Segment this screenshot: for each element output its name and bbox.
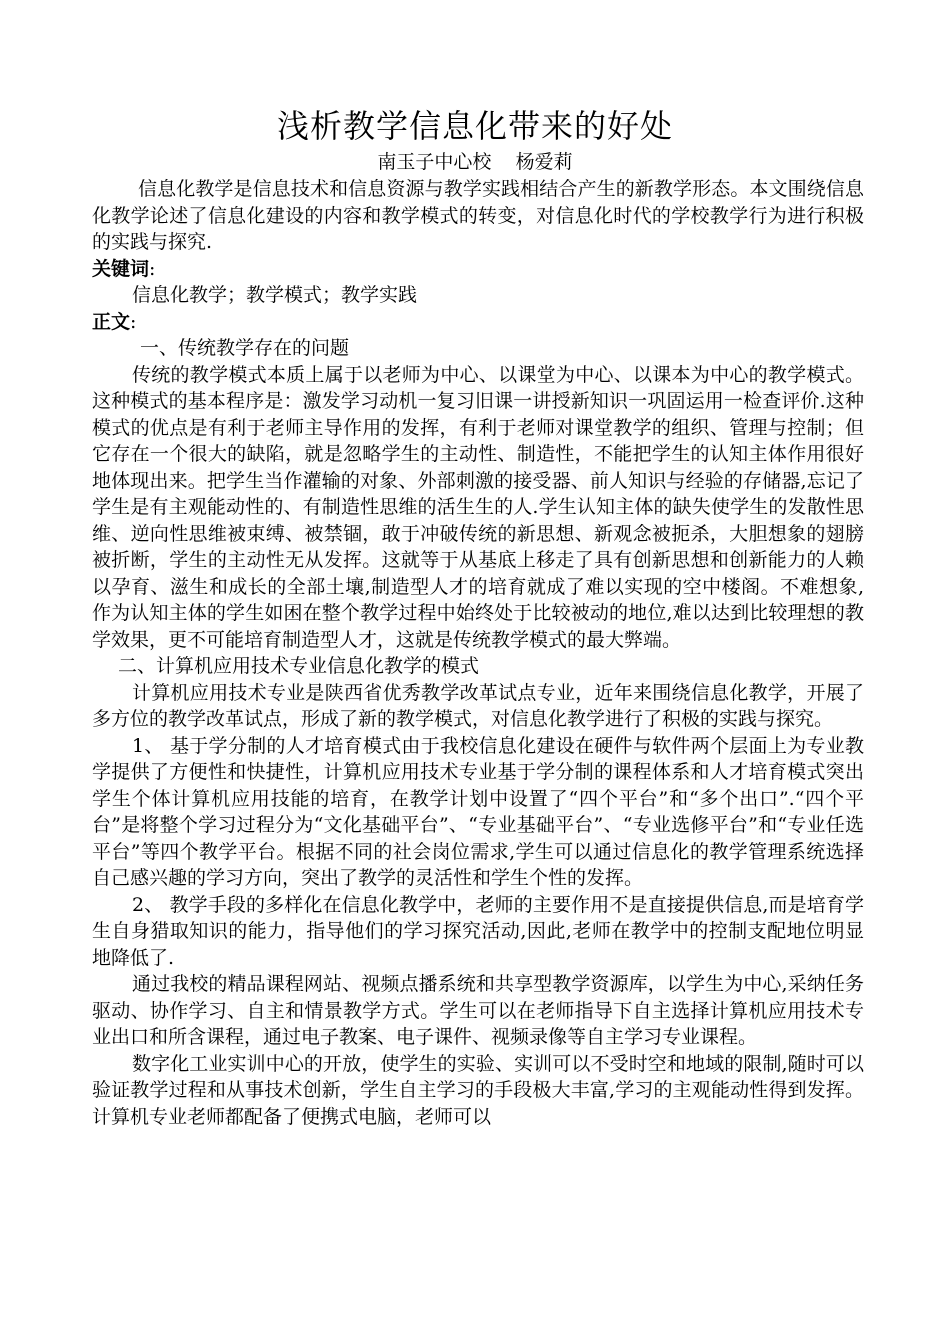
paragraph-3: 通过我校的精品课程网站、视频点播系统和共享型教学资源库，以学生为中心,采纳任务驱动、协作学习、自主和情景教学方式。学生可以在老师指导下自主选择计算机应用技术专业出口和所含课程，通过电子教案、电子课件、视频录像等自主学习专业课程。 [92, 973, 864, 1048]
document-title: 浅析教学信息化带来的好处 [276, 107, 673, 145]
author-byline: 南玉子中心校 杨爱莉 [377, 151, 573, 173]
keywords-list: 信息化教学；教学模式；教学实践 [132, 284, 418, 306]
body-heading [92, 309, 864, 336]
section-1-heading: 一、传统教学存在的问题 [140, 337, 350, 359]
keywords-colon: : [149, 257, 156, 280]
body-label: 正文 [92, 310, 131, 333]
section-1-paragraph: 传统的教学模式本质上属于以老师为中心、以课堂为中心、以课本为中心的教学模式。这种模式的基本程序是：激发学习动机一复习旧课一讲授新知识一巩固运用一检查评价.这种模式的优点是有利于老师主导作用的发挥，有利于老师对课堂教学的组织、管理与控制；但它存在一个很大的缺陷，就是忽略学生的主动性、制造性，不能把学生的认知主体作用很好地体现出来。把学生当作灌输的对象、外部刺激的接受器、前人知识与经验的存储器,忘记了学生是有主观能动性的、有制造性思维的活生生的人.学生认知主体的缺失使学生的发散性思维、逆向性思维被束缚、被禁锢，敢于冲破传统的新思想、新观念被扼杀，大胆想象的翅膀被折断，学生的主动性无从发挥。这就等于从基底上移走了具有创新思想和创新能力的人赖以孕育、滋生和成长的全部土壤,制造型人才的培育就成了难以实现的空中楼阁。不难想象,作为认知主体的学生如困在整个教学过程中始终处于比较被动的地位,难以达到比较理想的教学效果，更不可能培育制造型人才，这就是传统教学模式的最大弊端。 [92, 363, 864, 651]
item-1-paragraph: 1、 基于学分制的人才培育模式由于我校信息化建设在硬件与软件两个层面上为专业教学提供了方便性和快捷性，计算机应用技术专业基于学分制的课程体系和人才培育模式突出学生个体计算机应用技能的培育，在教学计划中设置了“四个平台”和“多个出口”.“四个平台”是将整个学习过程分为“文化基础平台”、“专业基础平台”、“专业选修平台”和“专业任选平台”等四个教学平台。根据不同的社会岗位需求,学生可以通过信息化的教学管理系统选择自己感兴趣的学习方向，突出了教学的灵活性和学生个性的发挥。 [92, 734, 864, 889]
document-body [92, 176, 864, 1130]
section-2-paragraph: 计算机应用技术专业是陕西省优秀教学改革试点专业，近年来围绕信息化教学，开展了多方位的教学改革试点，形成了新的教学模式，对信息化教学进行了积极的实践与探究。 [92, 681, 864, 730]
item-2-paragraph: 2、 教学手段的多样化在信息化教学中，老师的主要作用不是直接提供信息,而是培育学生自身猎取知识的能力，指导他们的学习探究活动,因此,老师在教学中的控制支配地位明显地降低了. [92, 893, 864, 969]
keywords-label: 关键词 [92, 257, 150, 280]
paragraph-4: 数字化工业实训中心的开放，使学生的实验、实训可以不受时空和地域的限制,随时可以验证教学过程和从事技术创新，学生自主学习的手段极大丰富,学习的主观能动性得到发挥。计算机专业老师都配备了便携式电脑，老师可以 [92, 1052, 864, 1128]
section-2-heading: 二、计算机应用技术专业信息化教学的模式 [118, 655, 480, 677]
abstract-paragraph: 信息化教学是信息技术和信息资源与教学实践相结合产生的新教学形态。本文围绕信息化教学论述了信息化建设的内容和教学模式的转变，对信息化时代的学校教学行为进行积极的实践与探究. [92, 178, 864, 253]
keywords-heading [92, 256, 864, 283]
body-colon: : [130, 310, 137, 333]
